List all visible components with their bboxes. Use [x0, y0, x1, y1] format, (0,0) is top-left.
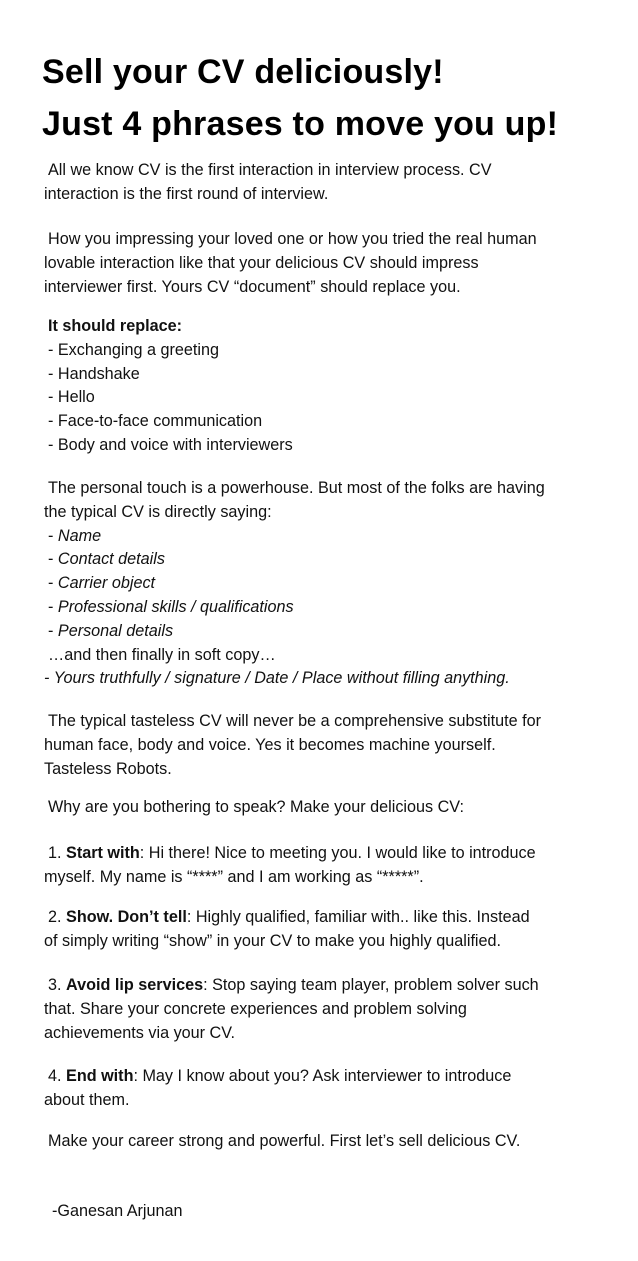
typical-item: - Professional skills / qualifications — [48, 597, 294, 616]
step-4 — [44, 1065, 604, 1113]
step-1 — [44, 842, 604, 890]
step-3-line-1 — [44, 974, 604, 998]
step-text: : Hi there! Nice to meeting you. I would like to introduce — [139, 844, 536, 862]
step-text: : Highly qualified, familiar with.. like this. Instead — [186, 908, 530, 926]
tasteless-paragraph — [44, 710, 604, 781]
step-2-line-2: of simply writing “show” in your CV to make you highly qualified. — [44, 931, 502, 950]
typical-item: - Carrier object — [48, 574, 156, 593]
step-3-line-2: that. Share your concrete experiences and problem solving — [44, 999, 467, 1018]
tasteless-line-1: The typical tasteless CV will never be a comprehensive substitute for — [48, 712, 542, 730]
typical-item-text: Contact details — [57, 550, 165, 569]
replace-item: - Body and voice with interviewers — [48, 435, 293, 454]
typical-item-text: Carrier object — [57, 574, 156, 593]
why-line: Why are you bothering to speak? Make your delicious CV: — [48, 798, 464, 816]
step-label: End with — [66, 1067, 134, 1085]
typical-item-text: Name — [57, 526, 102, 545]
love-line-3: interviewer first. Yours CV “document” should replace you. — [44, 277, 461, 296]
step-2-line-1 — [44, 906, 604, 930]
step-number: 1. — [48, 844, 62, 862]
typical-after: …and then finally in soft copy… — [48, 645, 276, 664]
tasteless-line-3: Tasteless Robots. — [44, 759, 172, 778]
replace-section — [44, 315, 604, 458]
closing-line: Make your career strong and powerful. First let’s sell delicious CV. — [48, 1132, 521, 1150]
step-3 — [44, 974, 604, 1045]
typical-line-2: the typical CV is directly saying: — [44, 502, 272, 521]
typical-item: - Name — [48, 526, 102, 545]
replace-item: - Hello — [48, 388, 95, 407]
intro-line-1: All we know CV is the first interaction in interview process. CV — [48, 161, 492, 179]
tasteless-line-2: human face, body and voice. Yes it becomes machine yourself. — [44, 735, 496, 754]
replace-item: - Face-to-face communication — [48, 412, 263, 431]
why-paragraph — [44, 796, 604, 820]
intro-line-2: interaction is the first round of interview. — [44, 184, 329, 203]
title-line-1: Sell your CV deliciously! — [42, 53, 444, 91]
typical-item-text: Personal details — [57, 621, 174, 640]
step-2 — [44, 906, 604, 954]
step-text: : Stop saying team player, problem solver such — [203, 976, 539, 994]
typical-item: - Contact details — [48, 550, 165, 569]
step-4-line-1 — [44, 1065, 604, 1089]
typical-item: - Personal details — [48, 621, 174, 640]
love-paragraph — [44, 228, 604, 299]
step-1-line-1 — [44, 842, 604, 866]
step-label: Start with — [66, 844, 140, 862]
page-title — [42, 46, 558, 150]
signature-text: -Ganesan Arjunan — [52, 1202, 183, 1220]
replace-heading: It should replace: — [48, 317, 183, 335]
typical-line-1: The personal touch is a powerhouse. But most of the folks are having — [48, 479, 545, 497]
step-number: 2. — [48, 908, 62, 926]
love-line-2: lovable interaction like that your delicious CV should impress — [44, 253, 479, 272]
title-line-2: Just 4 phrases to move you up! — [42, 105, 559, 143]
step-number: 4. — [48, 1067, 62, 1085]
step-4-line-2: about them. — [44, 1090, 130, 1109]
step-3-line-3: achievements via your CV. — [44, 1023, 236, 1042]
step-label: Show. Don’t tell — [66, 908, 187, 926]
typical-item-text: Professional skills / qualifications — [57, 597, 294, 616]
intro-paragraph — [44, 159, 604, 207]
typical-section — [44, 477, 604, 691]
replace-item: - Handshake — [48, 364, 140, 383]
love-line-1: How you impressing your loved one or how you tried the real human — [48, 230, 537, 248]
step-1-line-2: myself. My name is “****” and I am working as “*****”. — [44, 867, 424, 886]
replace-item: - Exchanging a greeting — [48, 340, 219, 359]
signature — [44, 1200, 604, 1224]
closing-paragraph — [44, 1130, 604, 1154]
step-label: Avoid lip services — [66, 976, 204, 994]
step-text: : May I know about you? Ask interviewer to introduce — [133, 1067, 512, 1085]
typical-last: - Yours truthfully / signature / Date / Place without filling anything. — [44, 669, 510, 688]
step-number: 3. — [48, 976, 62, 994]
